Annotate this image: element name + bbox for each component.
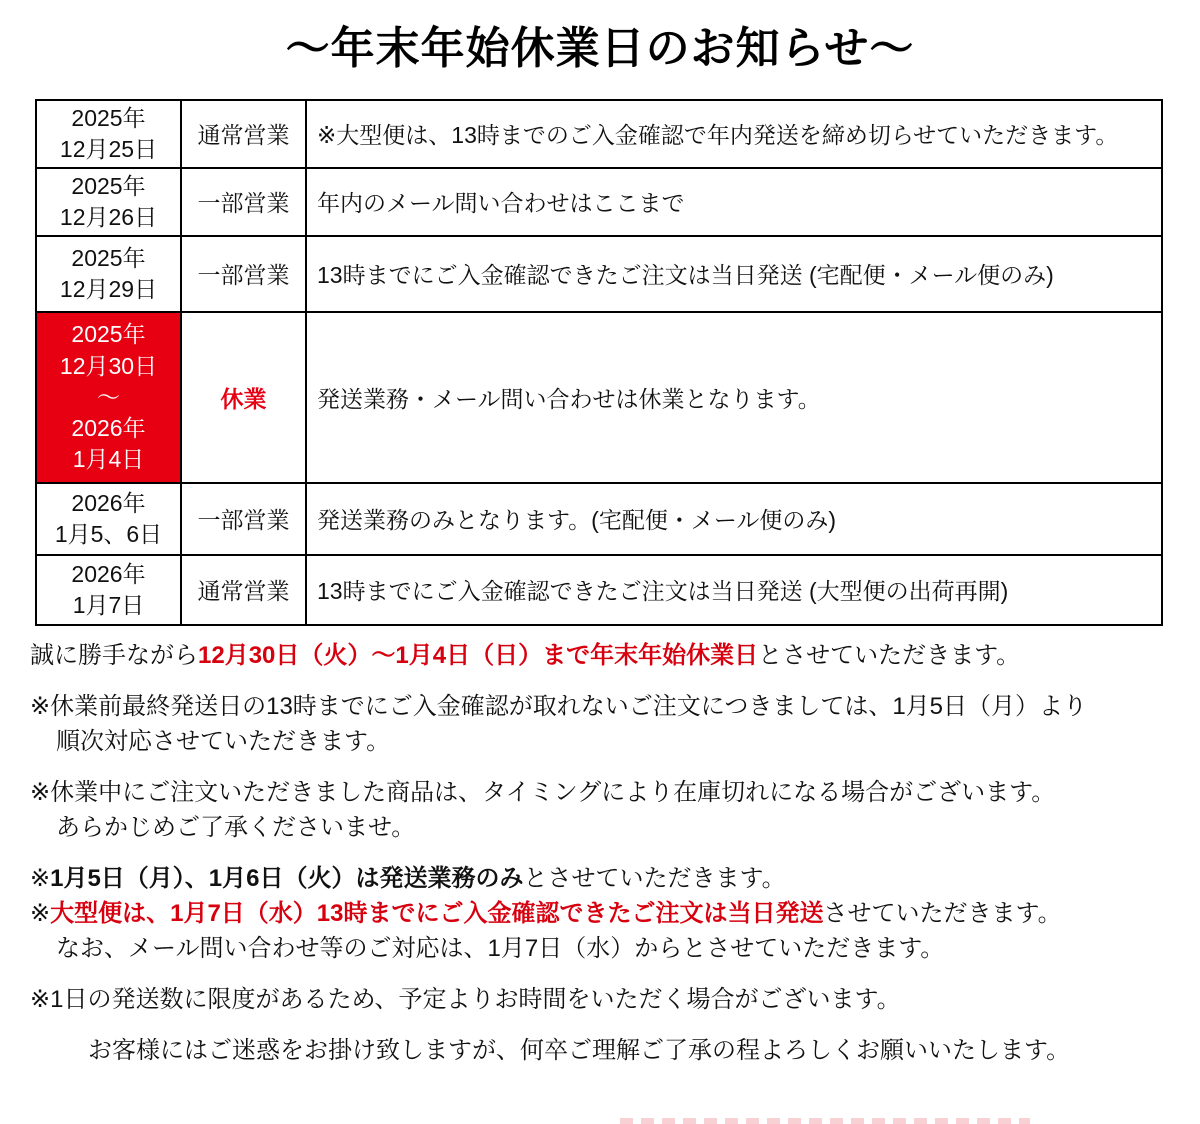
text-segment: とさせていただきます。 <box>758 641 1021 669</box>
page-title: ～年末年始休業日のお知らせ～ <box>285 24 915 73</box>
text-segment: あらかじめご了承くださいませ。 <box>56 813 416 841</box>
note-line <box>30 775 1170 810</box>
status-cell: 一部営業 <box>181 236 306 312</box>
notes-section <box>30 638 1170 1068</box>
note-paragraph <box>30 775 1170 845</box>
note-paragraph <box>30 689 1170 759</box>
note-paragraph <box>30 861 1170 966</box>
description-cell: 13時までにご入金確認できたご注文は当日発送 (大型便の出荷再開) <box>306 555 1162 625</box>
note-line <box>30 810 1170 845</box>
description-cell: 発送業務のみとなります。(宅配便・メール便のみ) <box>306 483 1162 555</box>
date-cell: 2025年 12月30日 〜 2026年 1月4日 <box>36 312 181 483</box>
description-cell: ※大型便は、13時までのご入金確認で年内発送を締め切らせていただきます。 <box>306 100 1162 168</box>
note-paragraph <box>30 1033 1170 1068</box>
text-segment: なお、メール問い合わせ等のご対応は、1月7日（水）からとさせていただきます。 <box>56 934 945 962</box>
status-cell: 一部営業 <box>181 483 306 555</box>
holiday-schedule-table <box>35 99 1163 626</box>
date-cell: 2025年 12月29日 <box>36 236 181 312</box>
schedule-row <box>36 555 1162 625</box>
text-segment: させていただきます。 <box>823 899 1062 927</box>
text-segment: ※休業中にご注文いただきました商品は、タイミングにより在庫切れになる場合がございます。 <box>30 778 1056 806</box>
note-paragraph <box>30 638 1170 673</box>
text-segment: お客様にはご迷惑をお掛け致しますが、何卒ご理解ご了承の程よろしくお願いいたします。 <box>88 1036 1071 1064</box>
text-segment: ※ <box>30 864 51 892</box>
schedule-row <box>36 168 1162 236</box>
schedule-table-body <box>36 100 1162 625</box>
schedule-row <box>36 483 1162 555</box>
clipped-red-text-fragment <box>620 1118 1030 1124</box>
note-line <box>30 724 1170 759</box>
text-segment: 順次対応させていただきます。 <box>56 727 391 755</box>
note-paragraph <box>30 982 1170 1017</box>
status-cell: 通常営業 <box>181 555 306 625</box>
note-line <box>30 861 1170 896</box>
note-line <box>30 982 1170 1017</box>
description-cell: 発送業務・メール問い合わせは休業となります。 <box>306 312 1162 483</box>
date-cell: 2025年 12月26日 <box>36 168 181 236</box>
note-line <box>30 931 1170 966</box>
text-segment: ※ <box>30 899 51 927</box>
status-cell: 休業 <box>181 312 306 483</box>
schedule-row <box>36 236 1162 312</box>
text-segment: とさせていただきます。 <box>523 864 786 892</box>
note-line <box>30 896 1170 931</box>
status-cell: 通常営業 <box>181 100 306 168</box>
note-line <box>30 1033 1170 1068</box>
date-cell: 2026年 1月5、6日 <box>36 483 181 555</box>
date-cell: 2025年 12月25日 <box>36 100 181 168</box>
holiday-notice-page <box>0 24 1200 1068</box>
status-cell: 一部営業 <box>181 168 306 236</box>
note-line <box>30 689 1170 724</box>
schedule-row <box>36 100 1162 168</box>
text-segment: 誠に勝手ながら <box>30 641 198 669</box>
schedule-row <box>36 312 1162 483</box>
text-segment: 大型便は、1月7日（水）13時までにご入金確認できたご注文は当日発送 <box>50 899 824 927</box>
text-segment: ※1日の発送数に限度があるため、予定よりお時間をいただく場合がございます。 <box>30 985 901 1013</box>
text-segment: 1月5日（月）、1月6日（火）は発送業務のみ <box>50 864 524 892</box>
description-cell: 年内のメール問い合わせはここまで <box>306 168 1162 236</box>
date-cell: 2026年 1月7日 <box>36 555 181 625</box>
description-cell: 13時までにご入金確認できたご注文は当日発送 (宅配便・メール便のみ) <box>306 236 1162 312</box>
note-line <box>30 638 1170 673</box>
text-segment: ※休業前最終発送日の13時までにご入金確認が取れないご注文につきましては、1月5日（月）より <box>30 692 1088 720</box>
text-segment: 12月30日（火）～1月4日（日）まで年末年始休業日 <box>198 641 759 669</box>
